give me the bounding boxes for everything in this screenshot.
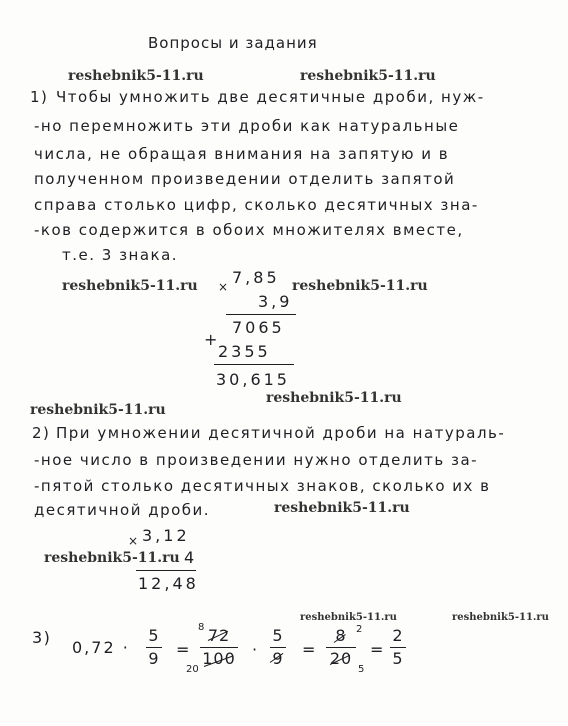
watermark: reshebnik5-11.ru <box>68 68 204 84</box>
reduction-note: 5 <box>358 664 365 675</box>
numerator: 8 <box>335 626 347 645</box>
denominator: 100 <box>202 649 236 668</box>
section2-number: 2) <box>32 424 51 442</box>
watermark: reshebnik5-11.ru <box>300 68 436 84</box>
section1-line: полученном произведении отделить запятой <box>34 170 456 188</box>
times-sign: × <box>128 534 142 548</box>
watermark: reshebnik5-11.ru <box>30 402 166 418</box>
plus-sign: + <box>204 330 221 349</box>
fraction <box>390 626 406 669</box>
fraction <box>200 626 238 669</box>
section1-line: числа, не обращая внимания на запятую и в <box>34 145 450 163</box>
numerator: 5 <box>148 626 160 645</box>
page-title: Вопросы и задания <box>148 34 318 52</box>
rule-line <box>214 364 294 365</box>
factor: 3,9 <box>258 292 293 311</box>
fraction <box>270 626 286 669</box>
reduction-note: 20 <box>186 664 199 675</box>
section1-line: т.е. 3 знака. <box>62 246 179 264</box>
partial-product: 7065 <box>232 318 285 337</box>
watermark: reshebnik5-11.ru <box>266 390 402 406</box>
denominator: 9 <box>148 649 160 668</box>
factor: 3,12 <box>142 526 190 545</box>
watermark: reshebnik5-11.ru <box>274 500 410 516</box>
section2-line: -ное число в произведении нужно отделить за- <box>34 451 479 469</box>
section2-line: При умножении десятичной дроби на натураль- <box>56 424 506 442</box>
reduction-note: 8 <box>198 622 205 633</box>
rule-line <box>136 570 196 571</box>
watermark: reshebnik5-11.ru <box>44 550 180 566</box>
section1-line: -но перемножить эти дроби как натуральные <box>34 117 460 135</box>
section1-line: справа столько цифр, сколько десятичных зна- <box>34 196 479 214</box>
product: 12,48 <box>138 574 199 593</box>
numerator: 72 <box>207 626 231 645</box>
product: 30,615 <box>216 370 290 389</box>
section1-line: -ков содержится в обоих множителях вместе, <box>34 221 464 239</box>
factor: 4 <box>184 548 198 567</box>
section2-line: -пятой столько десятичных знаков, сколько их в <box>34 477 491 495</box>
times-sign: × <box>218 280 232 294</box>
section1-line: Чтобы умножить две десятичные дроби, нуж- <box>56 88 485 106</box>
denominator: 20 <box>329 649 353 668</box>
denominator: 5 <box>392 649 404 668</box>
section1-number: 1) <box>30 88 49 106</box>
denominator: 9 <box>272 649 284 668</box>
fraction-bar <box>146 647 162 648</box>
watermark: reshebnik5-11.ru <box>452 612 549 623</box>
dot-sign: · <box>252 640 261 659</box>
partial-product: 2355 <box>218 342 271 361</box>
fraction-bar <box>200 647 238 648</box>
equals-sign: = <box>370 640 387 659</box>
watermark: reshebnik5-11.ru <box>292 278 428 294</box>
numerator: 2 <box>392 626 404 645</box>
watermark: reshebnik5-11.ru <box>62 278 198 294</box>
fraction <box>146 626 162 669</box>
fraction-bar <box>326 647 356 648</box>
factor: 7,85 <box>232 268 280 287</box>
numerator: 5 <box>272 626 284 645</box>
equals-sign: = <box>302 640 319 659</box>
section3-number: 3) <box>32 628 52 647</box>
watermark: reshebnik5-11.ru <box>300 612 397 623</box>
rule-line <box>226 314 296 315</box>
equals-sign: = <box>176 640 193 659</box>
reduction-note: 2 <box>356 624 363 635</box>
fraction-bar <box>270 647 286 648</box>
expression-start: 0,72 · <box>72 638 130 657</box>
fraction-bar <box>390 647 406 648</box>
section2-line: десятичной дроби. <box>34 501 211 519</box>
